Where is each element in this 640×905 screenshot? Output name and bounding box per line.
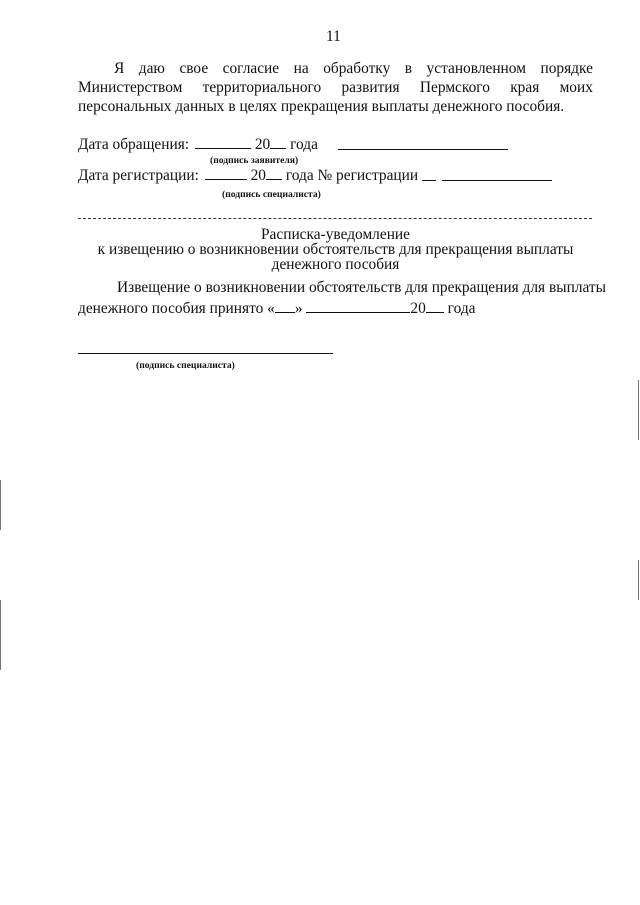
- final-signature-line: [78, 353, 333, 354]
- registration-number-line-b: [442, 180, 552, 181]
- consent-line-1: [114, 60, 593, 78]
- day-month-blank: [205, 167, 247, 180]
- scan-edge-left: [0, 600, 1, 670]
- receipt-body-line-1: Извещение о возникновении обстоятельств для прекращения для выплаты: [117, 279, 606, 296]
- receipt-body-line-2: [78, 300, 476, 318]
- word: Пермского: [419, 79, 490, 96]
- consent-line-2: [78, 79, 593, 97]
- word: территориального: [202, 79, 322, 96]
- scan-edge-right: [638, 560, 639, 600]
- year-prefix: 20: [410, 300, 426, 317]
- final-signature-caption: (подпись специалиста): [136, 360, 235, 371]
- cut-line: [78, 218, 592, 219]
- word: в: [404, 60, 413, 77]
- page-number: 11: [326, 28, 341, 45]
- applicant-signature-line: [338, 149, 508, 150]
- application-date-row: [78, 136, 318, 154]
- word: Я: [114, 60, 125, 77]
- year-blank: [266, 167, 282, 180]
- receipt-subtitle-1: к извещению о возникновении обстоятельств для прекращения выплаты: [97, 241, 574, 258]
- word: развития: [341, 79, 400, 96]
- year-suffix: года № регистрации: [285, 167, 419, 184]
- word: установленном: [426, 60, 526, 77]
- word: Министерством: [78, 79, 183, 96]
- registration-number-line-a: [422, 180, 436, 181]
- year-prefix: 20: [250, 167, 266, 184]
- year-blank: [270, 136, 286, 149]
- day-month-blank: [195, 136, 251, 149]
- scan-edge-left: [0, 480, 1, 530]
- word: на: [293, 60, 309, 77]
- word: порядке: [540, 60, 593, 77]
- word: свое: [179, 60, 209, 77]
- word: края: [510, 79, 540, 96]
- specialist-signature-caption: (подпись специалиста): [222, 189, 321, 200]
- year-prefix: 20: [254, 136, 271, 153]
- day-blank: [275, 300, 295, 313]
- applicant-signature-caption: (подпись заявителя): [210, 155, 299, 166]
- word: согласие: [222, 60, 280, 77]
- word: даю: [138, 60, 165, 77]
- receipt-title: Расписка-уведомление: [260, 226, 410, 243]
- receipt-accepted-prefix: денежного пособия принято «: [78, 300, 275, 317]
- receipt-subtitle-2: денежного пособия: [271, 256, 400, 273]
- year-suffix: года: [447, 300, 476, 317]
- registration-date-row: [78, 167, 418, 185]
- year-suffix: года: [290, 136, 318, 153]
- month-blank: [306, 300, 410, 313]
- application-date-label: Дата обращения:: [78, 136, 190, 153]
- word: моих: [559, 79, 593, 96]
- quote-close: »: [294, 300, 303, 317]
- scan-edge-right: [638, 380, 639, 440]
- word: обработку: [323, 60, 391, 77]
- consent-line-3: персональных данных в целях прекращения выплаты денежного пособия.: [78, 98, 565, 115]
- year-blank: [426, 300, 444, 313]
- registration-date-label: Дата регистрации:: [78, 167, 199, 184]
